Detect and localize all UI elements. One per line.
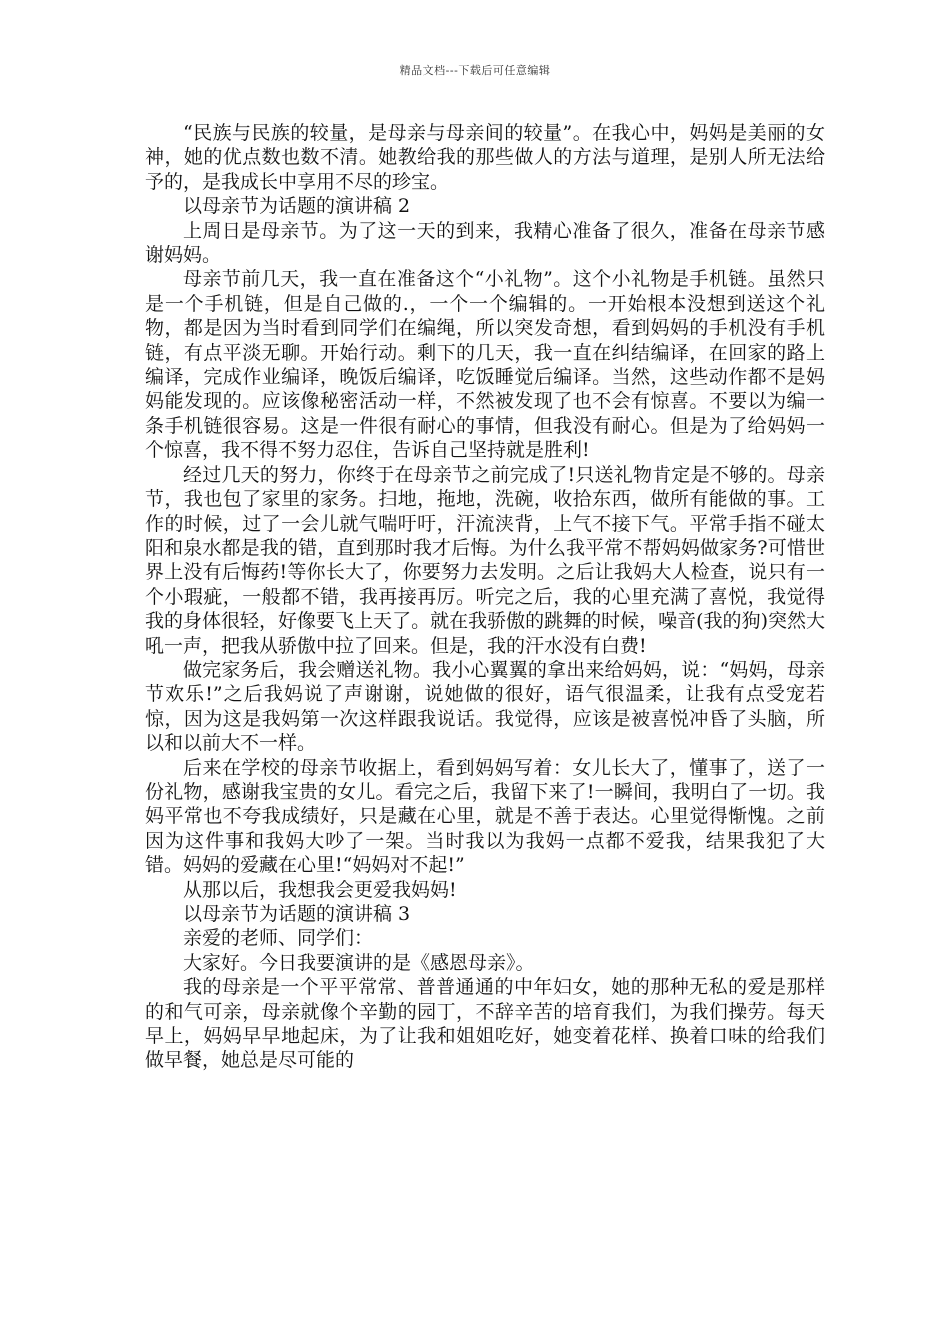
paragraph: 母亲节前几天，我一直在准备这个“小礼物”。这个小礼物是手机链。虽然只是一个手机链，但是自己做的.，一个一个编辑的。一开始根本没想到送这个礼物，都是因为当时看到同学们在编绳，所以突发奇想，看到妈妈的手机没有手机链，有点平淡无聊。开始行动。剩下的几天，我一直在纠结编译，在回家的路上编译，完成作业编译，晚饭后编译，吃饭睡觉后编译。当然，这些动作都不是妈妈能发现的。应该像秘密活动一样，不然被发现了也不会有惊喜。不要以为编一条手机链很容易。这是一件很有耐心的事情，但我没有耐心。但是为了给妈妈一个惊喜，我不得不努力忍住，告诉自己坚持就是胜利! bbox=[145, 268, 825, 462]
paragraph: 大家好。今日我要演讲的是《感恩母亲》。 bbox=[183, 951, 535, 974]
paragraph: 做完家务后，我会赠送礼物。我小心翼翼的拿出来给妈妈，说：“妈妈，母亲节欢乐!”之后我妈说了声谢谢，说她做的很好，语气很温柔，让我有点受宠若惊，因为这是我妈第一次这样跟我说话。我觉得，应该是被喜悦冲昏了头脑，所以和以前大不一样。 bbox=[145, 658, 825, 755]
page-header: 精品文档---下载后可任意编辑 bbox=[399, 64, 551, 77]
paragraph: “民族与民族的较量，是母亲与母亲间的较量”。在我心中，妈妈是美丽的女神，她的优点数也数不清。她教给我的那些做人的方法与道理，是别人所无法给予的，是我成长中享用不尽的珍宝。 bbox=[145, 122, 825, 193]
paragraph: 后来在学校的母亲节收据上，看到妈妈写着：女儿长大了，懂事了，送了一份礼物，感谢我宝贵的女儿。看完之后，我留下来了!一瞬间，我明白了一切。我妈平常也不夸我成绩好，只是藏在心里，就是不善于表达。心里觉得惭愧。之前因为这件事和我妈大吵了一架。当时我以为我妈一点都不爱我，结果我犯了大错。妈妈的爱藏在心里!“妈妈对不起!” bbox=[145, 756, 825, 877]
paragraph: 我的母亲是一个平平常常、普普通通的中年妇女，她的那种无私的爱是那样的和气可亲，母亲就像个辛勤的园丁，不辞辛苦的培育我们，为我们操劳。每天早上，妈妈早早地起床，为了让我和姐姐吃好，她变着花样、换着口味的给我们做早餐，她总是尽可能的 bbox=[145, 976, 825, 1072]
salutation: 亲爱的老师、同学们： bbox=[183, 927, 374, 950]
paragraph: 经过几天的努力，你终于在母亲节之前完成了!只送礼物肯定是不够的。母亲节，我也包了家里的家务。扫地，拖地，洗碗，收拾东西，做所有能做的事。工作的时候，过了一会儿就气喘吁吁，汗流浃背，上气不接下气。平常手指不碰太阳和泉水都是我的错，直到那时我才后悔。为什么我平常不帮妈妈做家务?可惜世界上没有后悔药!等你长大了，你要努力去发明。之后让我妈大人检查，说只有一个小瑕疵，一般都不错，我再接再厉。听完之后，我的心里充满了喜悦，我觉得我的身体很轻，好像要飞上天了。就在我骄傲的跳舞的时候，噪音(我的狗)突然大吼一声，把我从骄傲中拉了回来。但是，我的汗水没有白费! bbox=[145, 463, 825, 657]
document-body bbox=[145, 121, 825, 1073]
section-heading: 以母亲节为话题的演讲稿 2 bbox=[183, 195, 411, 218]
paragraph: 上周日是母亲节。为了这一天的到来，我精心准备了很久，准备在母亲节感谢妈妈。 bbox=[145, 219, 825, 267]
paragraph: 从那以后，我想我会更爱我妈妈! bbox=[183, 878, 457, 901]
section-heading: 以母亲节为话题的演讲稿 3 bbox=[183, 903, 411, 925]
